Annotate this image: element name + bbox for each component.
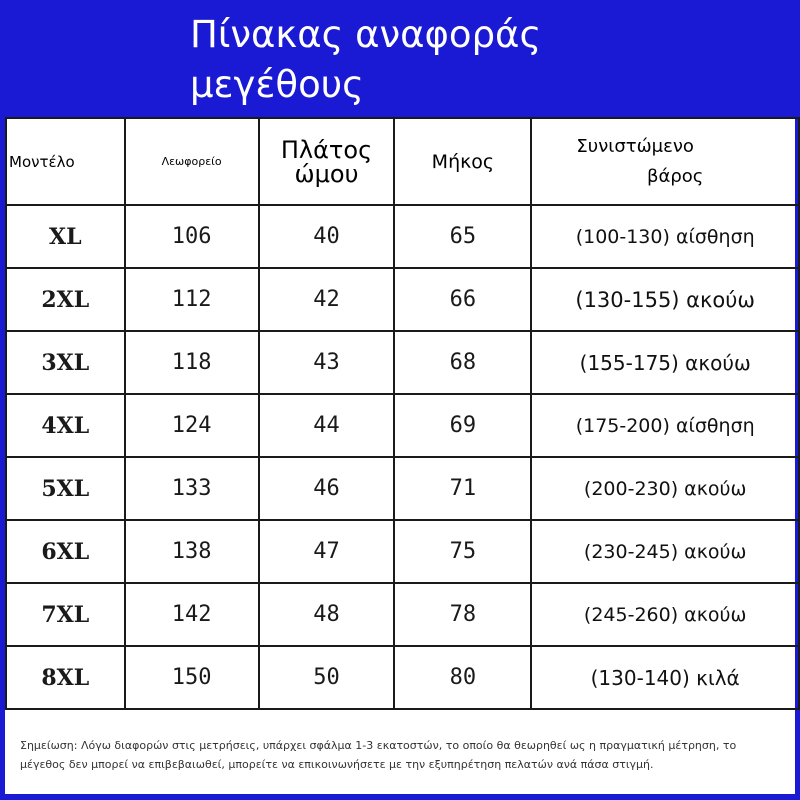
cell-bus: 106 bbox=[125, 205, 259, 268]
cell-length: 75 bbox=[394, 520, 531, 583]
cell-bus: 118 bbox=[125, 331, 259, 394]
cell-size: 4XL bbox=[6, 394, 125, 457]
table-row bbox=[6, 583, 799, 646]
cell-shoulder: 48 bbox=[259, 583, 395, 646]
cell-size: 7XL bbox=[6, 583, 125, 646]
header-shoulder-line-2: ώμου bbox=[294, 159, 359, 188]
header-row bbox=[6, 118, 799, 205]
cell-length: 69 bbox=[394, 394, 531, 457]
header-model: Μοντέλο bbox=[6, 118, 125, 205]
table-row bbox=[6, 268, 799, 331]
table-row bbox=[6, 331, 799, 394]
cell-bus: 138 bbox=[125, 520, 259, 583]
cell-shoulder: 40 bbox=[259, 205, 395, 268]
cell-weight: (175-200) αίσθηση bbox=[531, 394, 799, 457]
cell-size: 5XL bbox=[6, 457, 125, 520]
cell-weight: (155-175) ακούω bbox=[531, 331, 799, 394]
header-weight-line-2: βάρος bbox=[647, 165, 704, 187]
page-title bbox=[190, 10, 541, 110]
cell-size: 8XL bbox=[6, 646, 125, 709]
cell-length: 80 bbox=[394, 646, 531, 709]
header-weight-line-1: Συνιστώμενο bbox=[576, 135, 694, 157]
header-weight bbox=[531, 118, 799, 205]
cell-weight: (245-260) ακούω bbox=[531, 583, 799, 646]
cell-bus: 112 bbox=[125, 268, 259, 331]
cell-shoulder: 46 bbox=[259, 457, 395, 520]
cell-shoulder: 42 bbox=[259, 268, 395, 331]
header-length: Μήκος bbox=[394, 118, 531, 205]
cell-length: 71 bbox=[394, 457, 531, 520]
cell-weight: (100-130) αίσθηση bbox=[531, 205, 799, 268]
cell-bus: 133 bbox=[125, 457, 259, 520]
cell-length: 66 bbox=[394, 268, 531, 331]
table-row bbox=[6, 520, 799, 583]
cell-weight: (130-155) ακούω bbox=[531, 268, 799, 331]
header-shoulder bbox=[259, 118, 395, 205]
table-row bbox=[6, 205, 799, 268]
cell-shoulder: 50 bbox=[259, 646, 395, 709]
cell-weight: (130-140) κιλά bbox=[531, 646, 799, 709]
cell-shoulder: 43 bbox=[259, 331, 395, 394]
cell-length: 78 bbox=[394, 583, 531, 646]
header-shoulder-line-1: Πλάτος bbox=[280, 135, 373, 164]
table-row bbox=[6, 646, 799, 709]
header-bus: Λεωφορείο bbox=[125, 118, 259, 205]
cell-bus: 150 bbox=[125, 646, 259, 709]
cell-size: 6XL bbox=[6, 520, 125, 583]
table-row bbox=[6, 457, 799, 520]
cell-weight: (200-230) ακούω bbox=[531, 457, 799, 520]
cell-bus: 142 bbox=[125, 583, 259, 646]
cell-length: 68 bbox=[394, 331, 531, 394]
title-line-2: μεγέθους bbox=[190, 63, 364, 106]
cell-size: XL bbox=[6, 205, 125, 268]
measurement-note: Σημείωση: Λόγω διαφορών στις μετρήσεις, υπάρχει σφάλμα 1-3 εκατοστών, το οποίο θα θεωρηθεί ως η πραγματική μέτρηση, το μέγεθος δεν μπορεί να επιβεβαιωθεί, μπορείτε να επικοινωνήσετε με την εξυπηρέτηση πελατών ανά πάσα στιγμή. bbox=[20, 739, 737, 771]
cell-size: 3XL bbox=[6, 331, 125, 394]
title-line-1: Πίνακας αναφοράς bbox=[190, 13, 542, 56]
cell-length: 65 bbox=[394, 205, 531, 268]
cell-shoulder: 47 bbox=[259, 520, 395, 583]
table-row bbox=[6, 394, 799, 457]
cell-size: 2XL bbox=[6, 268, 125, 331]
cell-weight: (230-245) ακούω bbox=[531, 520, 799, 583]
cell-shoulder: 44 bbox=[259, 394, 395, 457]
size-table bbox=[5, 117, 800, 710]
cell-bus: 124 bbox=[125, 394, 259, 457]
